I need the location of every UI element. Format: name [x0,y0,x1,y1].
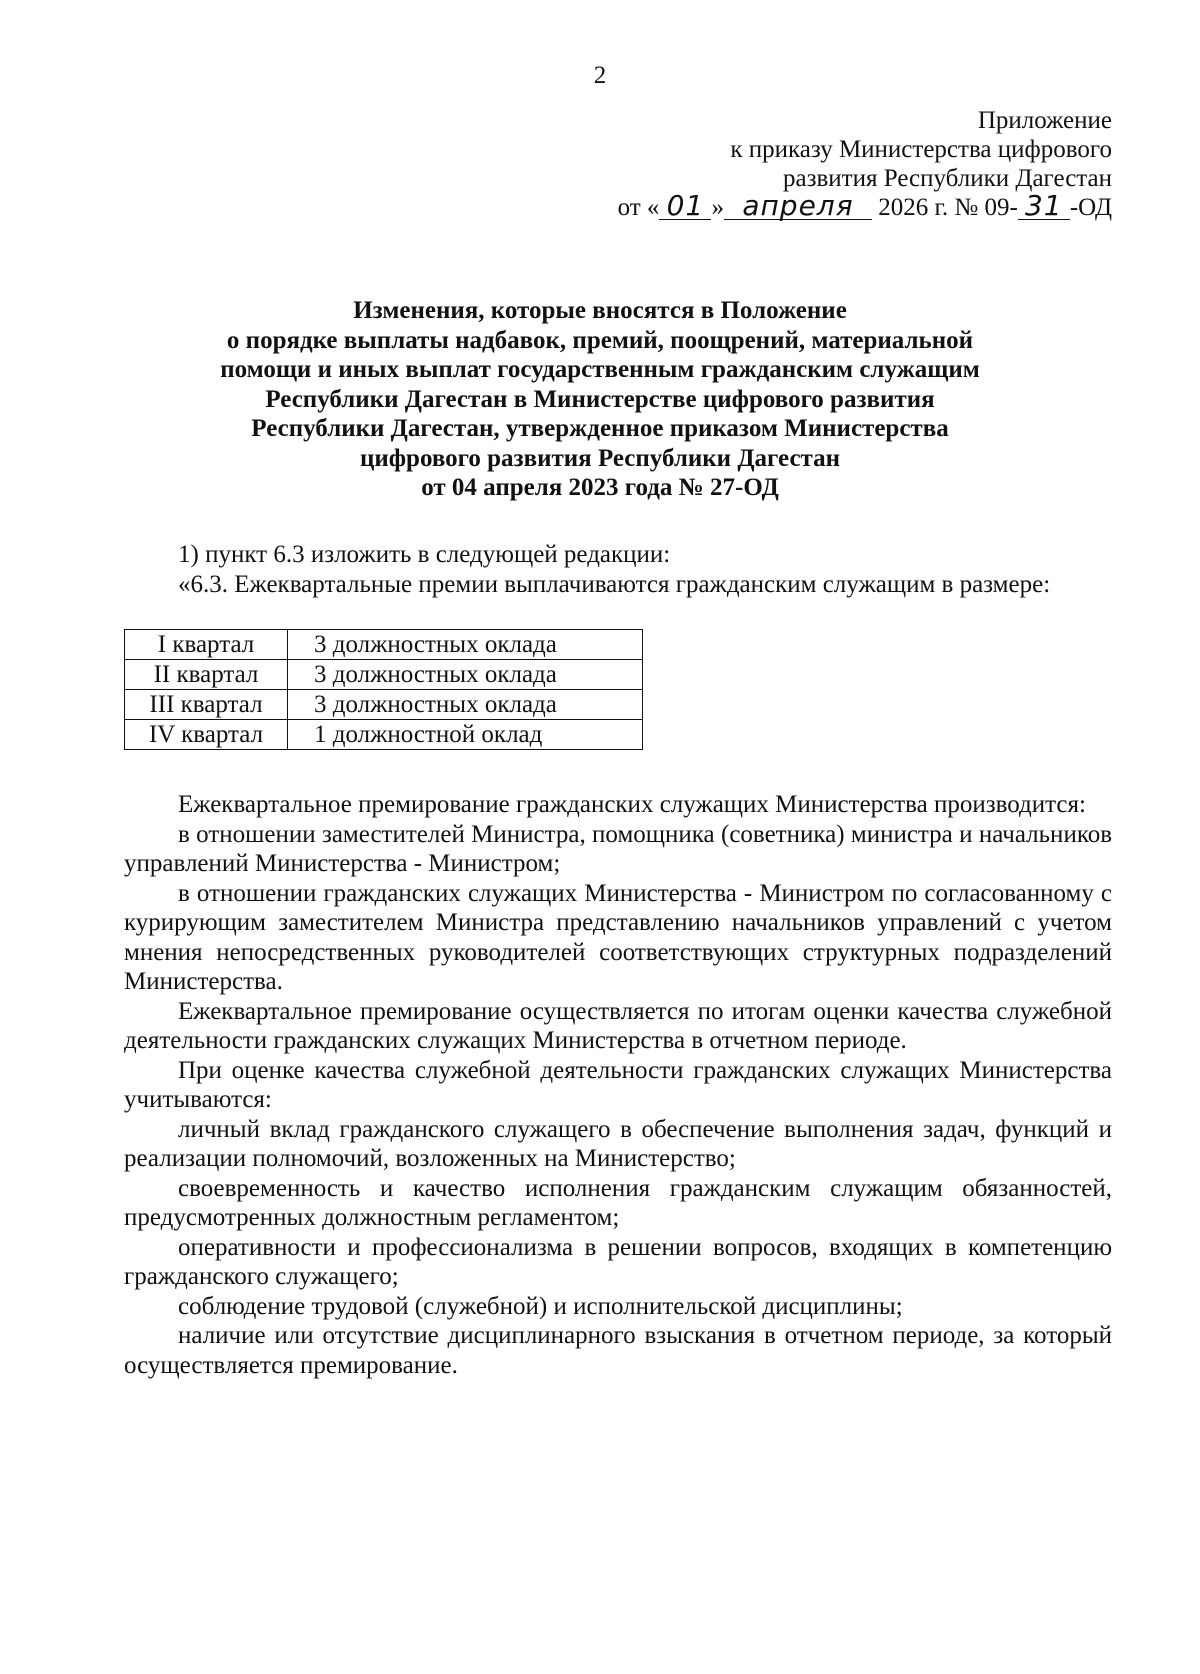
paragraph: соблюдение трудовой (служебной) и исполнительской дисциплины; [178,1292,903,1320]
quarter-cell: IV квартал [125,720,288,750]
appendix-date-line [617,189,1112,222]
appendix-ministry: развития Республики Дагестан [783,165,1112,192]
handwritten-month: апреля [724,193,872,220]
paragraph: При оценке качества служебной деятельности гражданских служащих Министерства учитываются: [124,1056,1112,1113]
title-line: цифрового развития Республики Дагестан [359,444,841,472]
paragraph: Ежеквартальное премирование осуществляется по итогам оценки качества служебной деятельности гражданских служащих Министерства в отчетном периоде. [124,997,1112,1054]
handwritten-order-number: 31 [1018,193,1070,220]
day-suffix: » [711,194,724,221]
appendix-title: Приложение [977,107,1112,134]
paragraph-clause-6-3: «6.3. Ежеквартальные премии выплачиваются гражданским служащим в размере: [178,570,1051,598]
paragraph: оперативности и профессионализма в решении вопросов, входящих в компетенцию гражданского служащего; [124,1233,1112,1290]
table-row [125,720,643,750]
amount-cell: 1 должностной оклад [288,720,643,750]
page-number: 2 [593,62,607,89]
paragraph: в отношении заместителей Министра, помощника (советника) министра и начальников управлений Министерства - Министром; [124,820,1112,877]
amount-cell: 3 должностных оклада [288,690,643,720]
title-line: о порядке выплаты надбавок, премий, поощрений, материальной [226,326,974,354]
table-row [125,630,643,660]
year-text: 2026 г. № 09- [878,194,1018,221]
paragraph-item-1: 1) пункт 6.3 изложить в следующей редакции: [178,541,671,568]
quarter-cell: I квартал [125,630,288,660]
appendix-header [618,106,1112,222]
amount-cell: 3 должностных оклада [288,660,643,690]
quarter-cell: II квартал [125,660,288,690]
amount-cell: 3 должностных оклада [288,630,643,660]
table-row [125,690,643,720]
paragraph: наличие или отсутствие дисциплинарного взыскания в отчетном периоде, за который осуществляется премирование. [124,1322,1112,1379]
quarter-cell: III квартал [125,690,288,720]
date-prefix: от « [617,194,660,221]
paragraph: своевременность и качество исполнения гражданским служащим обязанностей, предусмотренных должностным регламентом; [124,1174,1112,1231]
appendix-order-ref: к приказу Министерства цифрового [730,136,1112,163]
title-line: Республики Дагестан, утвержденное приказом Министерства [251,415,949,442]
title-line: помощи и иных выплат государственным гражданским служащим [220,356,980,383]
paragraph: Ежеквартальное премирование гражданских служащих Министерства производится: [178,791,1086,818]
order-suffix: -ОД [1069,194,1112,221]
title-line: Республики Дагестан в Министерстве цифрового развития [265,385,935,413]
handwritten-day: 01 [659,193,711,220]
document-title [0,296,1200,503]
paragraph: личный вклад гражданского служащего в обеспечение выполнения задач, функций и реализации полномочий, возложенных на Министерство; [124,1115,1112,1172]
title-line: Изменения, которые вносятся в Положение [353,297,847,324]
paragraph: в отношении гражданских служащих Министерства - Министром по согласованному с курирующим заместителем Министра представлению начальников управлений с учетом мнения непосредственных руководителей соответствующих структурных подразделений Министерства. [124,879,1112,995]
table-row [125,660,643,690]
quarterly-premium-table [124,629,643,750]
title-line: от 04 апреля 2023 года № 27-ОД [421,474,779,501]
document-body [124,540,1112,1380]
